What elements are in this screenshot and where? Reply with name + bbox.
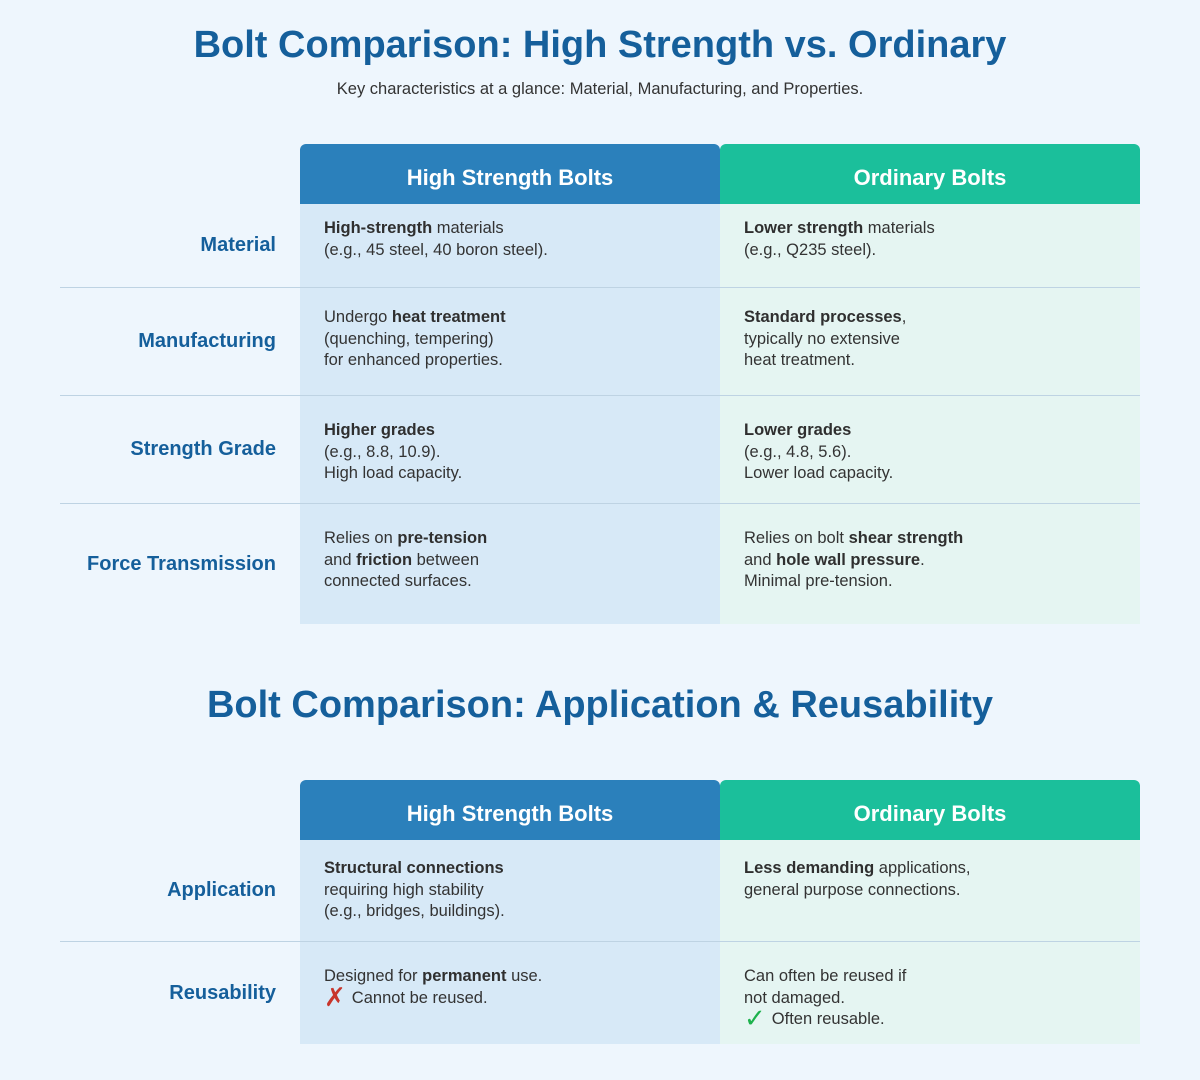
row-label-strength-grade: Strength Grade <box>130 438 276 460</box>
cell-reusability-high-strength <box>300 942 720 1044</box>
text-line: (e.g., 45 steel, 40 boron steel). <box>324 240 548 259</box>
header-ordinary-bolts: Ordinary Bolts <box>720 780 1140 840</box>
text-line: typically no extensive <box>744 329 900 348</box>
cell-application-ordinary <box>720 840 1140 941</box>
text: Designed for <box>324 967 423 985</box>
bold-text: Less demanding <box>744 859 875 877</box>
cell-material-high-strength <box>300 204 720 287</box>
table-header-row <box>60 780 1140 840</box>
row-label-force-transmission: Force Transmission <box>87 552 276 575</box>
text-line: (quenching, tempering) <box>324 329 494 348</box>
cell-manufacturing-high-strength <box>300 288 720 395</box>
row-reusability <box>60 942 1140 1044</box>
bold-text: heat treatment <box>391 308 506 326</box>
row-strength-grade <box>60 396 1140 504</box>
cell-manufacturing-ordinary <box>720 288 1140 395</box>
bold-text: pre-tension <box>397 529 488 547</box>
bold-text: hole wall pressure <box>776 550 921 569</box>
cross-mark-icon: ✗ <box>324 981 346 1012</box>
text: Relies on bolt <box>744 529 849 547</box>
section-1-title: Bolt Comparison: High Strength vs. Ordinary <box>193 24 1007 66</box>
text: use. <box>506 967 543 985</box>
bold-text: Lower strength <box>744 219 864 237</box>
cell-material-ordinary <box>720 204 1140 287</box>
text-line: (e.g., Q235 steel). <box>744 240 877 259</box>
header-spacer <box>60 144 300 204</box>
text: and <box>744 550 777 569</box>
cell-application-high-strength <box>300 840 720 941</box>
text-line: heat treatment. <box>744 351 855 370</box>
row-application <box>60 840 1140 942</box>
cell-strength-grade-high-strength <box>300 396 720 503</box>
row-label-reusability: Reusability <box>169 981 276 1004</box>
text: Undergo <box>324 308 392 326</box>
check-mark-icon: ✓ <box>744 1003 766 1034</box>
text-line: (e.g., 4.8, 5.6). <box>744 442 852 461</box>
section-1-subtitle: Key characteristics at a glance: Material, Manufacturing, and Properties. <box>336 80 864 98</box>
bold-text: High-strength <box>324 219 433 237</box>
cell-force-transmission-ordinary <box>720 504 1140 624</box>
text: Relies on <box>324 529 398 547</box>
comparison-table-application <box>60 780 1140 1044</box>
text: Cannot be reused. <box>351 988 488 1007</box>
cell-strength-grade-ordinary <box>720 396 1140 503</box>
text-line: not damaged. <box>744 988 845 1007</box>
text-line: general purpose connections. <box>744 880 961 899</box>
header-spacer <box>60 780 300 840</box>
section-2-title: Bolt Comparison: Application & Reusability <box>206 684 994 726</box>
text-line: for enhanced properties. <box>324 351 503 370</box>
text-line: (e.g., bridges, buildings). <box>324 902 505 921</box>
text: . <box>920 550 925 569</box>
text: applications, <box>874 859 971 877</box>
text: and <box>324 550 357 569</box>
cell-reusability-ordinary <box>720 942 1140 1044</box>
row-label-manufacturing: Manufacturing <box>138 330 276 352</box>
text-line: (e.g., 8.8, 10.9). <box>324 442 441 461</box>
cell-force-transmission-high-strength <box>300 504 720 624</box>
row-material <box>60 204 1140 288</box>
bold-text: Structural connections <box>324 859 504 877</box>
text: materials <box>863 219 935 237</box>
text-line: requiring high stability <box>324 880 484 899</box>
text-line: Lower load capacity. <box>744 464 894 483</box>
text-line: Minimal pre-tension. <box>744 572 893 591</box>
comparison-table-properties <box>60 144 1140 624</box>
text-line: Can often be reused if <box>744 967 907 985</box>
text-line: High load capacity. <box>324 464 463 483</box>
bold-text: Lower grades <box>744 421 852 439</box>
text: materials <box>432 219 504 237</box>
row-label-material: Material <box>200 234 276 256</box>
text: , <box>901 308 907 326</box>
row-force-transmission <box>60 504 1140 624</box>
row-label-application: Application <box>167 879 276 901</box>
header-ordinary-bolts: Ordinary Bolts <box>720 144 1140 204</box>
bold-text: Higher grades <box>324 421 435 439</box>
bold-text: Standard processes <box>744 308 902 326</box>
bold-text: permanent <box>422 967 507 985</box>
text: between <box>412 550 480 569</box>
row-manufacturing <box>60 288 1140 396</box>
header-high-strength-bolts: High Strength Bolts <box>300 780 720 840</box>
header-high-strength-bolts: High Strength Bolts <box>300 144 720 204</box>
text-line: connected surfaces. <box>324 572 472 591</box>
bold-text: friction <box>356 550 413 569</box>
text: Often reusable. <box>771 1010 885 1029</box>
bold-text: shear strength <box>848 529 964 547</box>
table-header-row <box>60 144 1140 204</box>
